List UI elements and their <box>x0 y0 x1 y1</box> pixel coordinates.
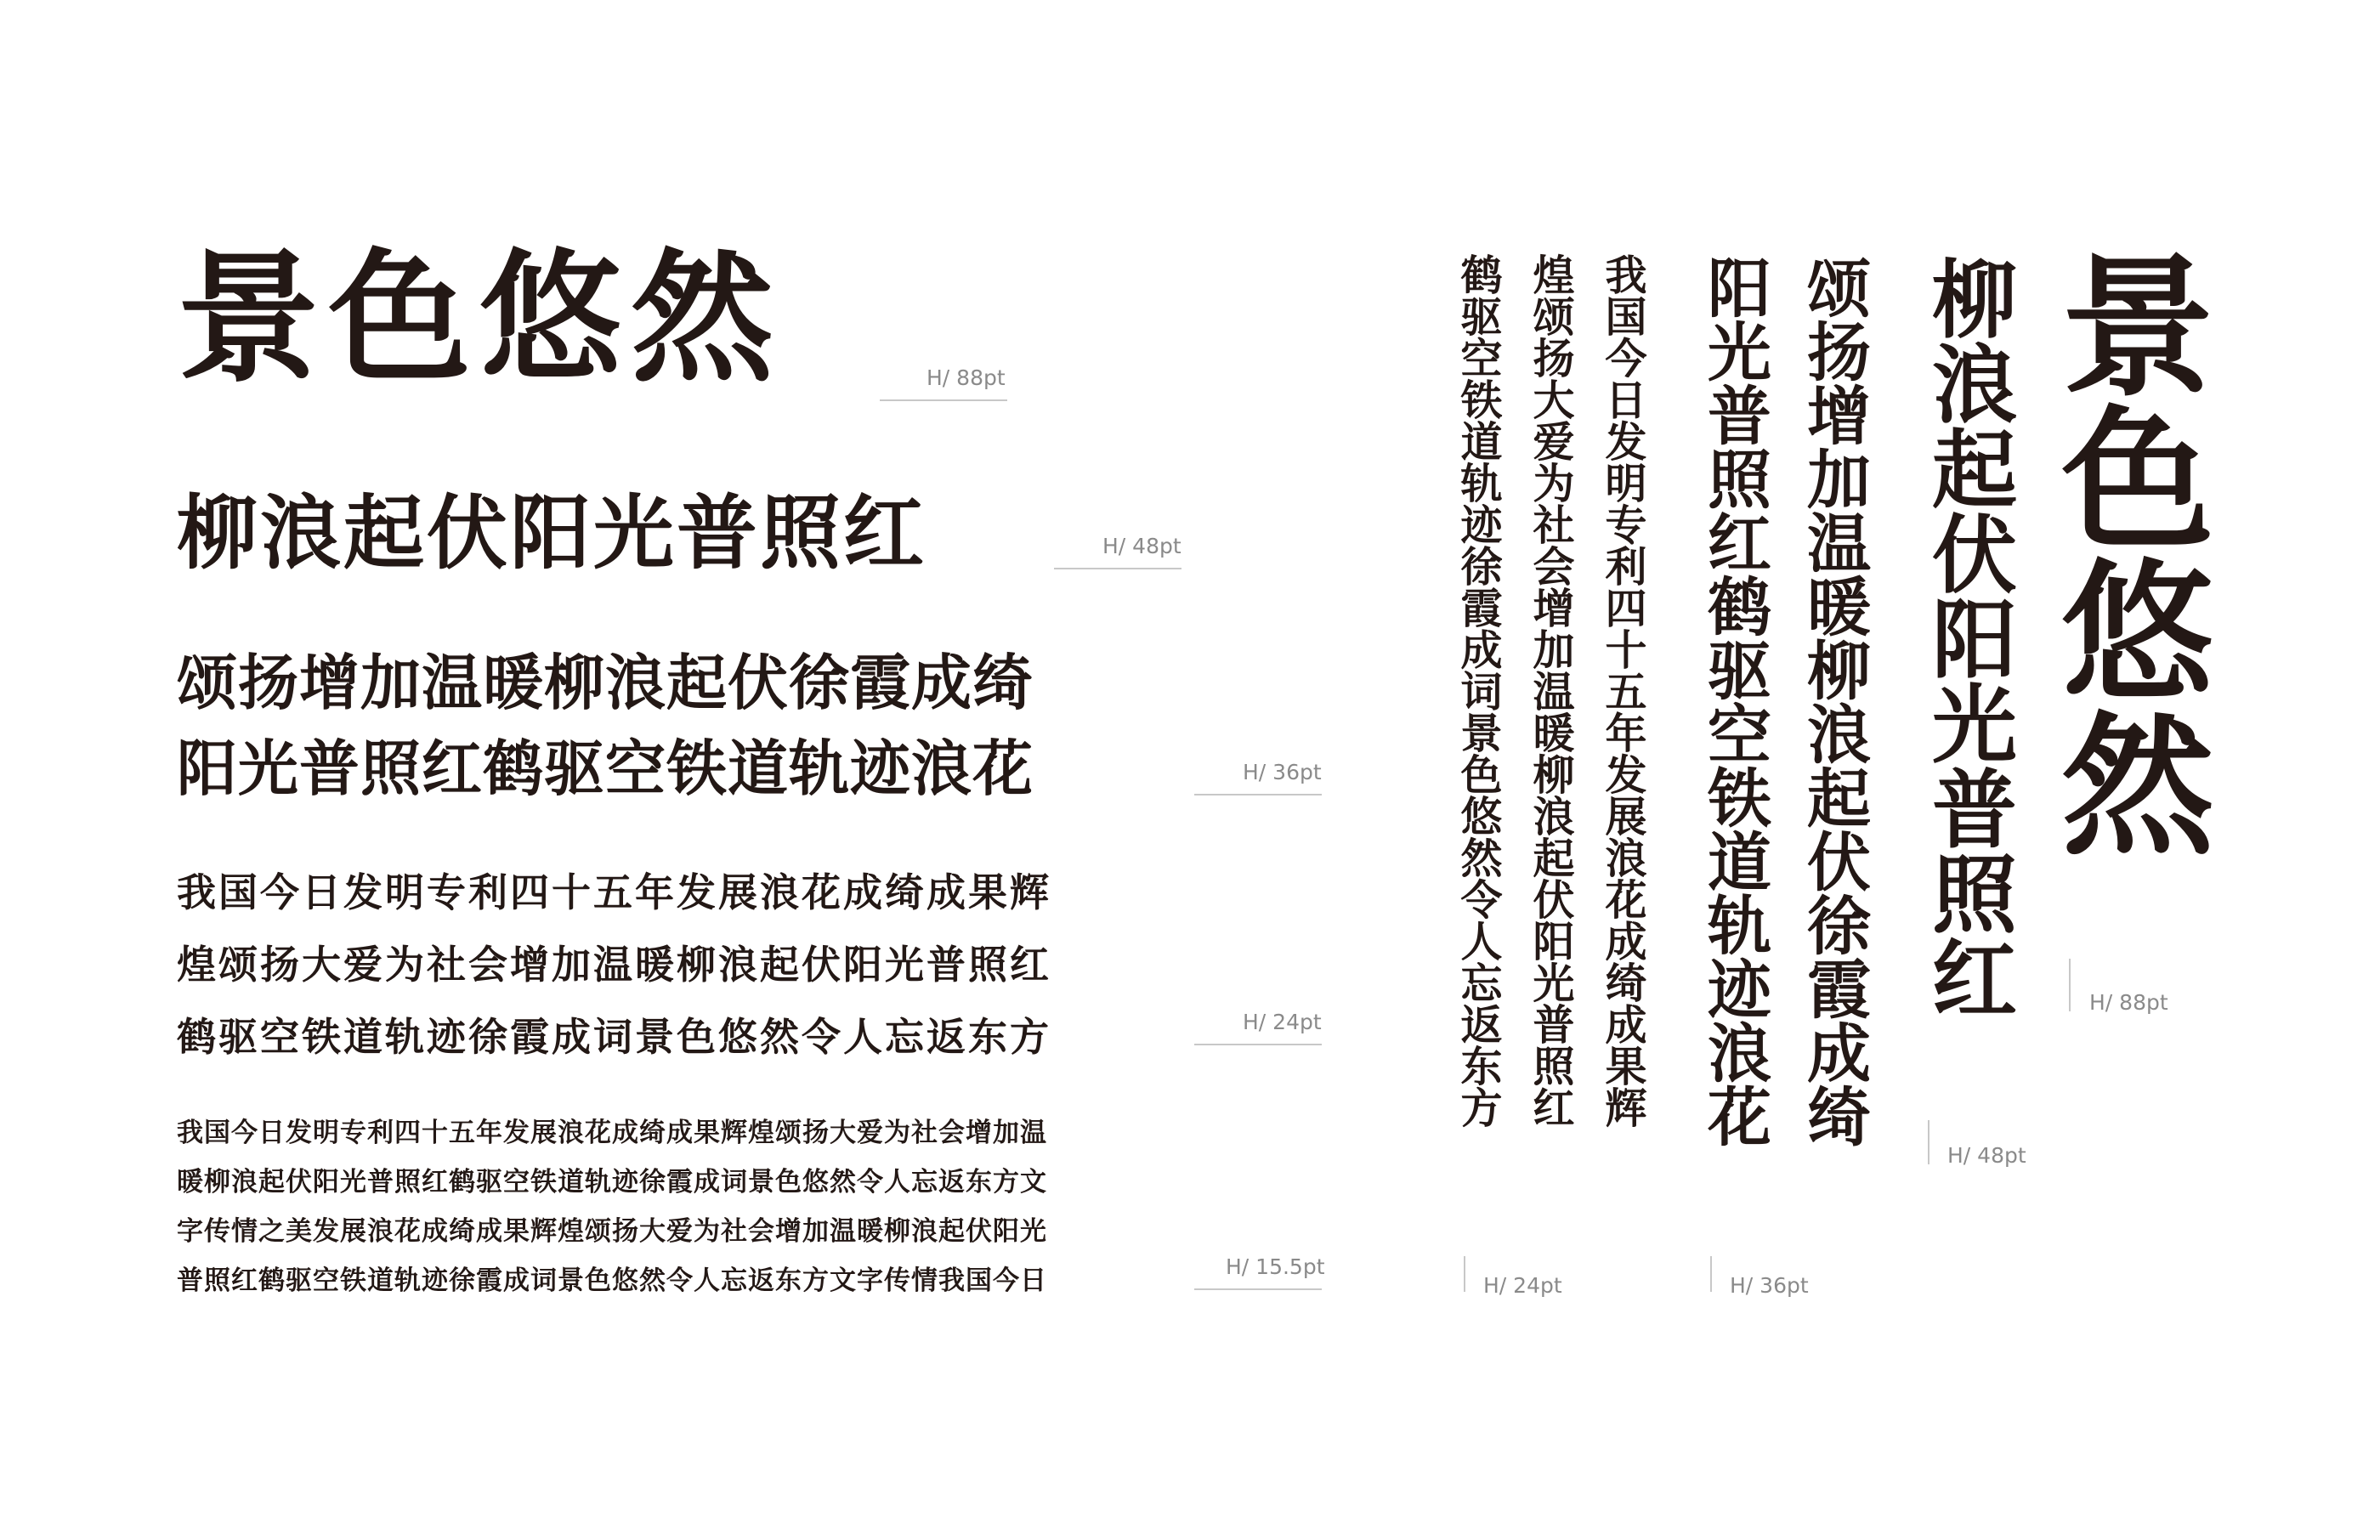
label-rule <box>2069 959 2071 1011</box>
specimen-24pt-line-1: 我国今日发明专利四十五年发展浪花成绮成果辉 <box>177 869 1051 915</box>
specimen-24pt-column-1: 我国今日发明专利四十五年发展浪花成绮成果辉 <box>1599 253 1648 1128</box>
specimen-36pt-line-2: 阳光普照红鹤驱空铁道轨迹浪花 <box>177 733 1034 804</box>
size-label-48pt-horizontal: H/ 48pt <box>1102 534 1182 558</box>
size-label-88pt-vertical: H/ 88pt <box>2089 990 2168 1015</box>
specimen-36pt-column-1: 颂扬增加温暖柳浪起伏徐霞成绮 <box>1797 255 1872 1147</box>
specimen-24pt-column-3: 鹤驱空铁道轨迹徐霞成词景色悠然令人忘返东方 <box>1454 253 1504 1128</box>
size-label-48pt-vertical: H/ 48pt <box>1947 1143 2026 1168</box>
label-rule <box>1464 1256 1465 1292</box>
label-rule <box>1194 1044 1322 1045</box>
specimen-36pt-line-1: 颂扬增加温暖柳浪起伏徐霞成绮 <box>177 647 1034 718</box>
size-label-24pt-horizontal: H/ 24pt <box>1243 1010 1322 1034</box>
specimen-15pt-line-3: 字传情之美发展浪花成绮成果辉煌颂扬大爱为社会增加温暖柳浪起伏阳光 <box>177 1216 1047 1247</box>
label-rule <box>1194 1288 1322 1290</box>
label-rule <box>880 399 1007 401</box>
specimen-24pt-line-2: 煌颂扬大爱为社会增加温暖柳浪起伏阳光普照红 <box>177 942 1051 988</box>
label-rule <box>1928 1120 1930 1164</box>
specimen-48pt-vertical: 柳浪起伏阳光普照红 <box>1918 255 2018 1020</box>
label-rule <box>1054 568 1182 569</box>
label-rule <box>1194 794 1322 795</box>
specimen-15pt-line-4: 普照红鹤驱空铁道轨迹徐霞成词景色悠然令人忘返东方文字传情我国今日 <box>177 1265 1047 1296</box>
size-label-36pt-horizontal: H/ 36pt <box>1243 760 1322 784</box>
specimen-48pt-horizontal: 柳浪起伏阳光普照红 <box>177 486 927 580</box>
size-label-36pt-vertical: H/ 36pt <box>1730 1273 1809 1298</box>
specimen-24pt-column-2: 煌颂扬大爱为社会增加温暖柳浪起伏阳光普照红 <box>1527 253 1576 1128</box>
specimen-15pt-line-1: 我国今日发明专利四十五年发展浪花成绮成果辉煌颂扬大爱为社会增加温 <box>177 1118 1047 1148</box>
specimen-88pt-vertical: 景色悠然 <box>2036 246 2215 858</box>
specimen-15pt-line-2: 暖柳浪起伏阳光普照红鹤驱空铁道轨迹徐霞成词景色悠然令人忘返东方文 <box>177 1167 1047 1197</box>
specimen-24pt-line-3: 鹤驱空铁道轨迹徐霞成词景色悠然令人忘返东方 <box>177 1014 1051 1060</box>
label-rule <box>1710 1256 1712 1292</box>
size-label-24pt-vertical: H/ 24pt <box>1483 1273 1562 1298</box>
size-label-88pt-horizontal: H/ 88pt <box>926 365 1006 390</box>
specimen-88pt-horizontal: 景色悠然 <box>177 234 782 402</box>
size-label-15pt-horizontal: H/ 15.5pt <box>1226 1254 1325 1279</box>
specimen-36pt-column-2: 阳光普照红鹤驱空铁道轨迹浪花 <box>1697 255 1772 1147</box>
